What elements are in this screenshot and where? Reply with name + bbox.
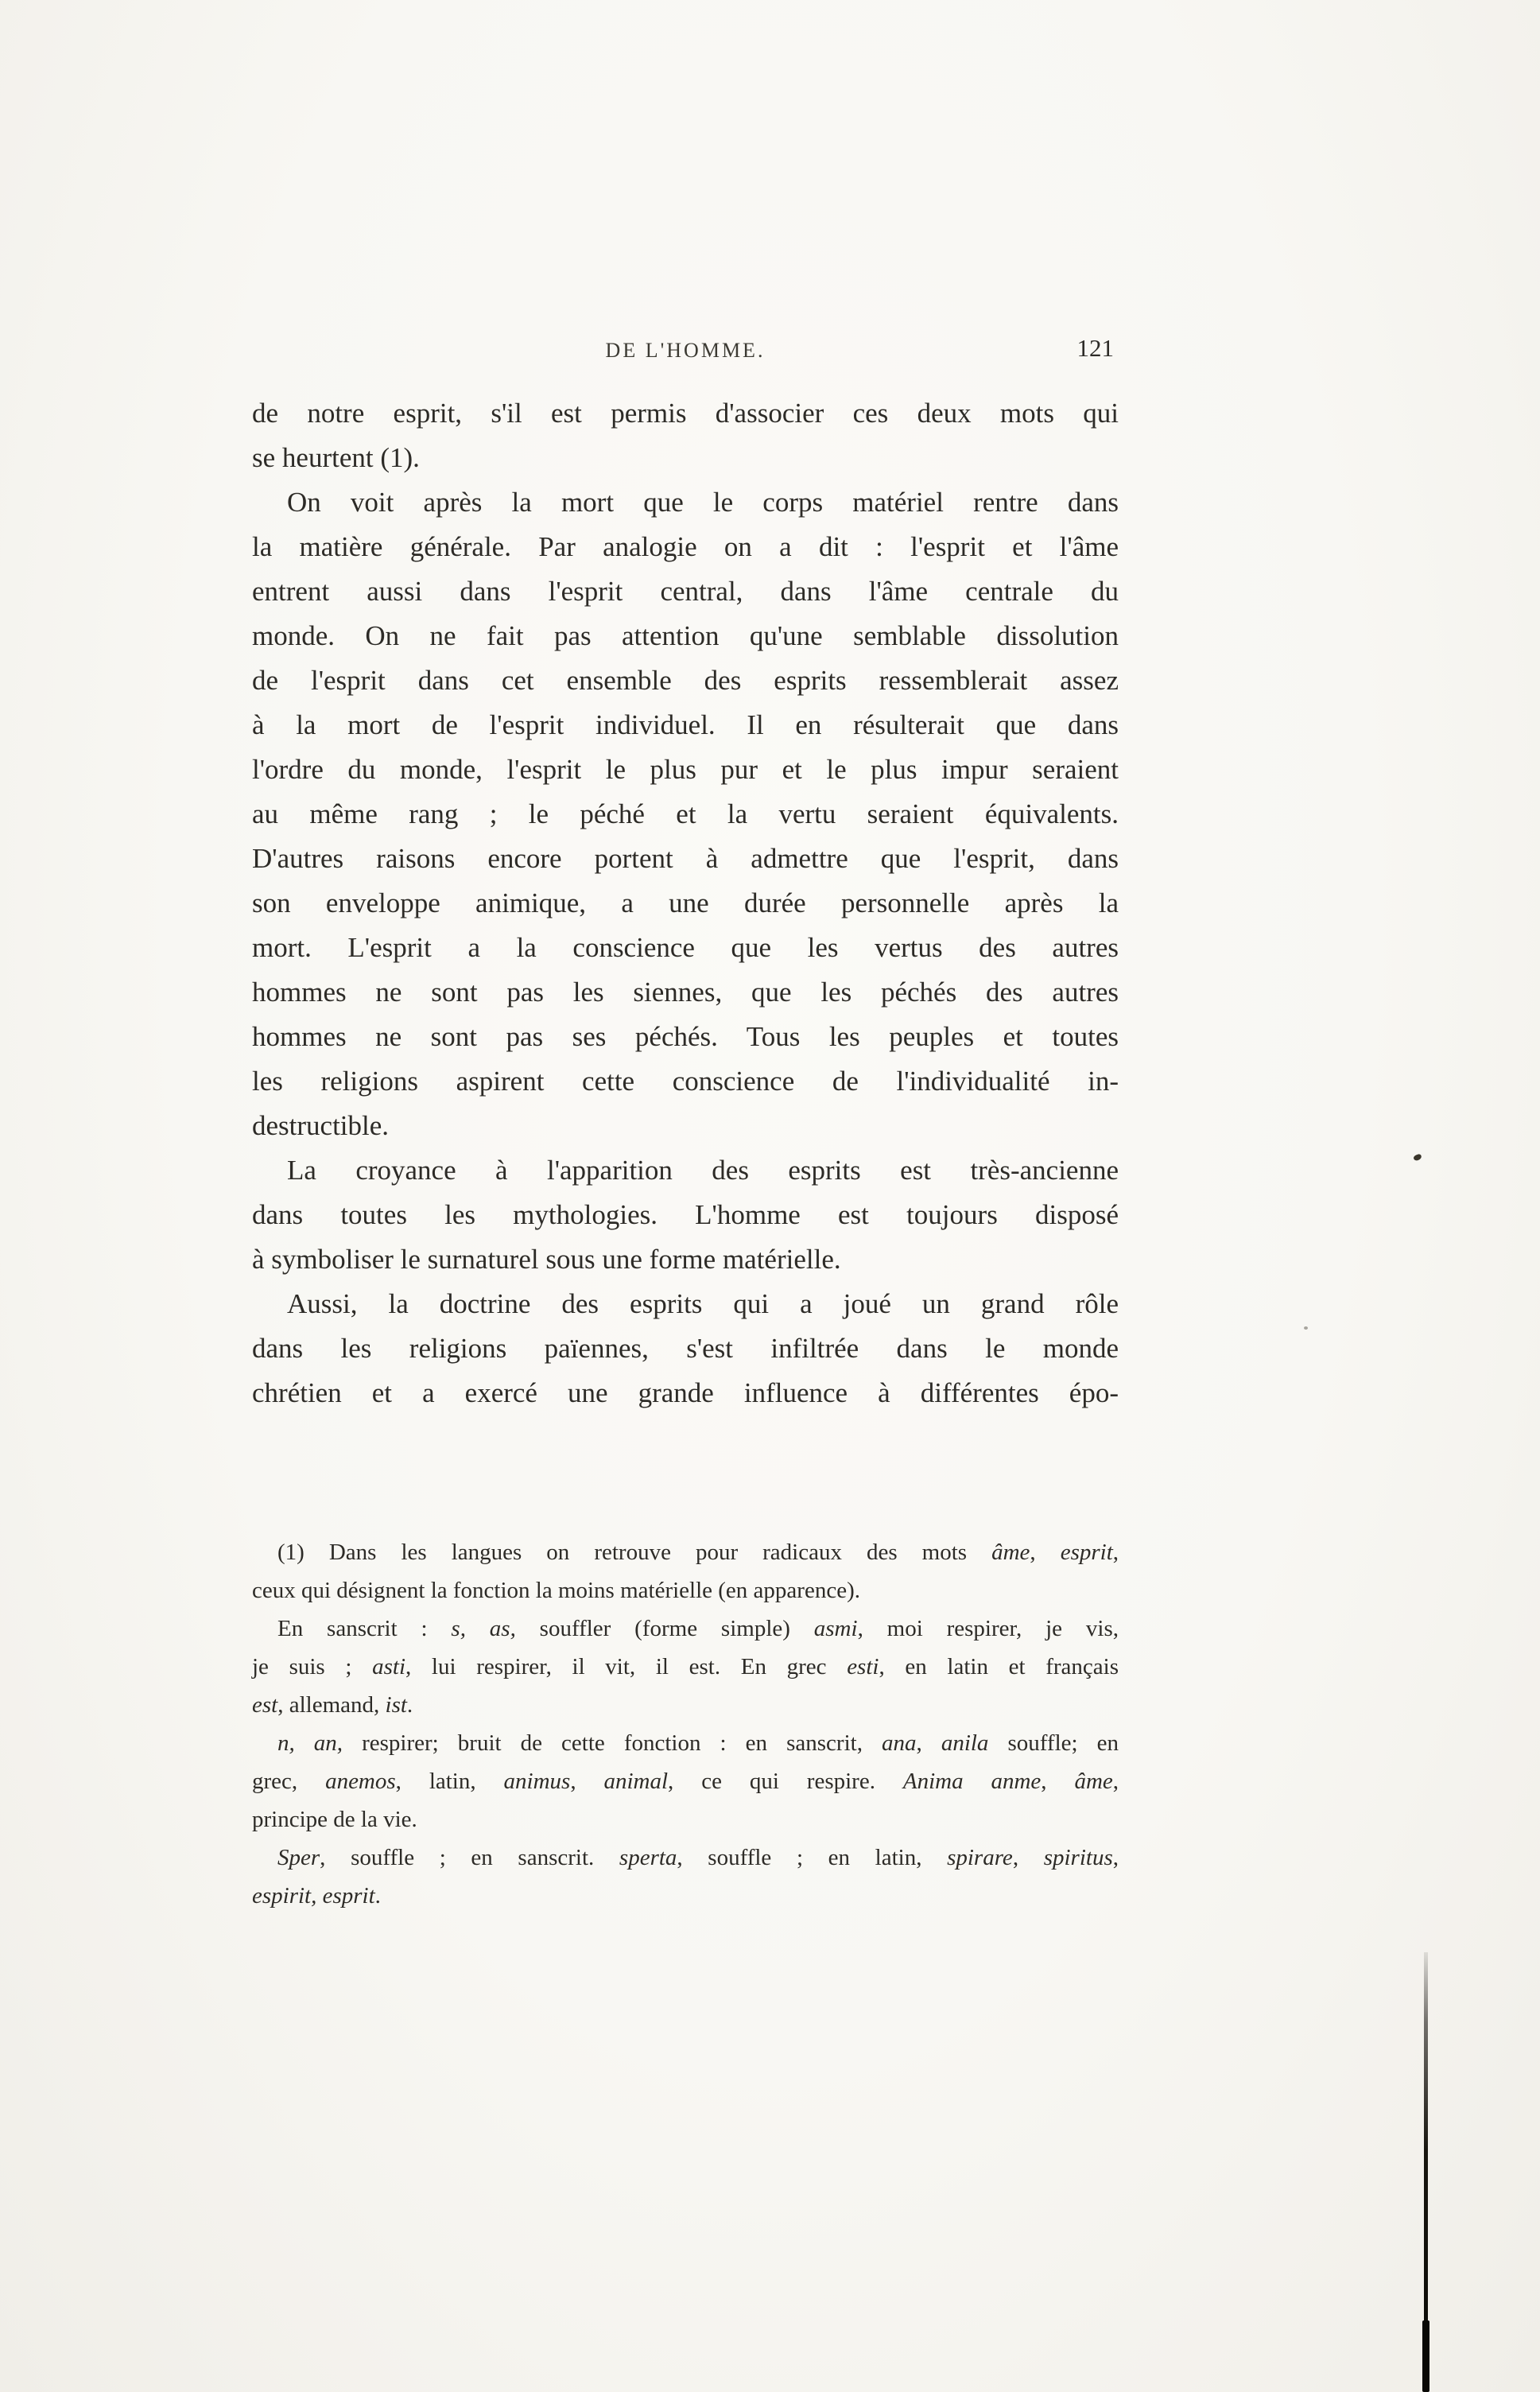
text-line: entrent aussi dans l'esprit central, dans l'âme centrale du [252,576,1119,607]
text-line: La croyance à l'apparition des esprits est très-ancienne [287,1155,1119,1186]
text-line: de l'esprit dans cet ensemble des esprits ressemblerait assez [252,665,1119,696]
footnote-paragraph [252,1724,1119,1839]
footnote-line: principe de la vie. [252,1807,417,1832]
footnote-paragraph [252,1533,1119,1610]
text-line: mort. L'esprit a la conscience que les vertus des autres [252,932,1119,963]
paragraph [252,480,1119,1148]
page-header [252,334,1119,371]
body-text [252,391,1119,1415]
footnote-line: Sper, souffle ; en sanscrit. sperta, souffle ; en latin, spirare, spiritus, [277,1845,1119,1870]
text-line: hommes ne sont pas ses péchés. Tous les peuples et toutes [252,1021,1119,1052]
footnote-line: est, allemand, ist. [252,1692,413,1718]
footnotes [252,1533,1119,1915]
scan-artifact-dot [1304,1326,1308,1330]
text-line: les religions aspirent cette conscience de l'individualité in- [252,1066,1119,1097]
text-line: de notre esprit, s'il est permis d'associer ces deux mots qui [252,398,1119,429]
paragraph [252,391,1119,480]
text-line: hommes ne sont pas les siennes, que les péchés des autres [252,977,1119,1008]
text-line: la matière générale. Par analogie on a dit : l'esprit et l'âme [252,531,1119,562]
footnote-line: grec, anemos, latin, animus, animal, ce qui respire. Anima anme, âme, [252,1769,1119,1794]
scan-artifact-speck [1413,1154,1422,1162]
page-number: 121 [1076,334,1114,362]
running-title: DE L'HOMME. [605,339,766,362]
scan-artifact-line-bottom [1422,2320,1429,2392]
text-line: On voit après la mort que le corps matériel rentre dans [287,487,1119,518]
footnote-line: (1) Dans les langues on retrouve pour radicaux des mots âme, esprit, [277,1540,1119,1565]
text-line: à symboliser le surnaturel sous une forme matérielle. [252,1244,841,1275]
text-line: monde. On ne fait pas attention qu'une semblable dissolution [252,620,1119,651]
text-line: au même rang ; le péché et la vertu seraient équivalents. [252,798,1119,829]
footnote-paragraph [252,1839,1119,1915]
text-line: son enveloppe animique, a une durée personnelle après la [252,887,1119,918]
text-line: dans toutes les mythologies. L'homme est toujours disposé [252,1199,1119,1230]
paragraph [252,1148,1119,1282]
text-line: destructible. [252,1110,390,1141]
footnote-paragraph [252,1610,1119,1724]
text-line: chrétien et a exercé une grande influence à différentes épo- [252,1377,1119,1408]
text-line: dans les religions païennes, s'est infiltrée dans le monde [252,1333,1119,1364]
footnote-line: je suis ; asti, lui respirer, il vit, il est. En grec esti, en latin et français [252,1654,1119,1679]
paragraph [252,1282,1119,1415]
text-line: D'autres raisons encore portent à admettre que l'esprit, dans [252,843,1119,874]
text-line: à la mort de l'esprit individuel. Il en résulterait que dans [252,709,1119,740]
footnote-line: ceux qui désignent la fonction la moins matérielle (en apparence). [252,1578,860,1603]
page-content [252,334,1119,1915]
text-line: l'ordre du monde, l'esprit le plus pur et le plus impur seraient [252,754,1119,785]
text-line: Aussi, la doctrine des esprits qui a joué un grand rôle [287,1288,1119,1319]
footnote-line: n, an, respirer; bruit de cette fonction : en sanscrit, ana, anila souffle; en [277,1730,1119,1756]
footnote-line: En sanscrit : s, as, souffler (forme simple) asmi, moi respirer, je vis, [277,1616,1119,1641]
text-line: se heurtent (1). [252,442,420,473]
footnote-line: espirit, esprit. [252,1883,381,1909]
